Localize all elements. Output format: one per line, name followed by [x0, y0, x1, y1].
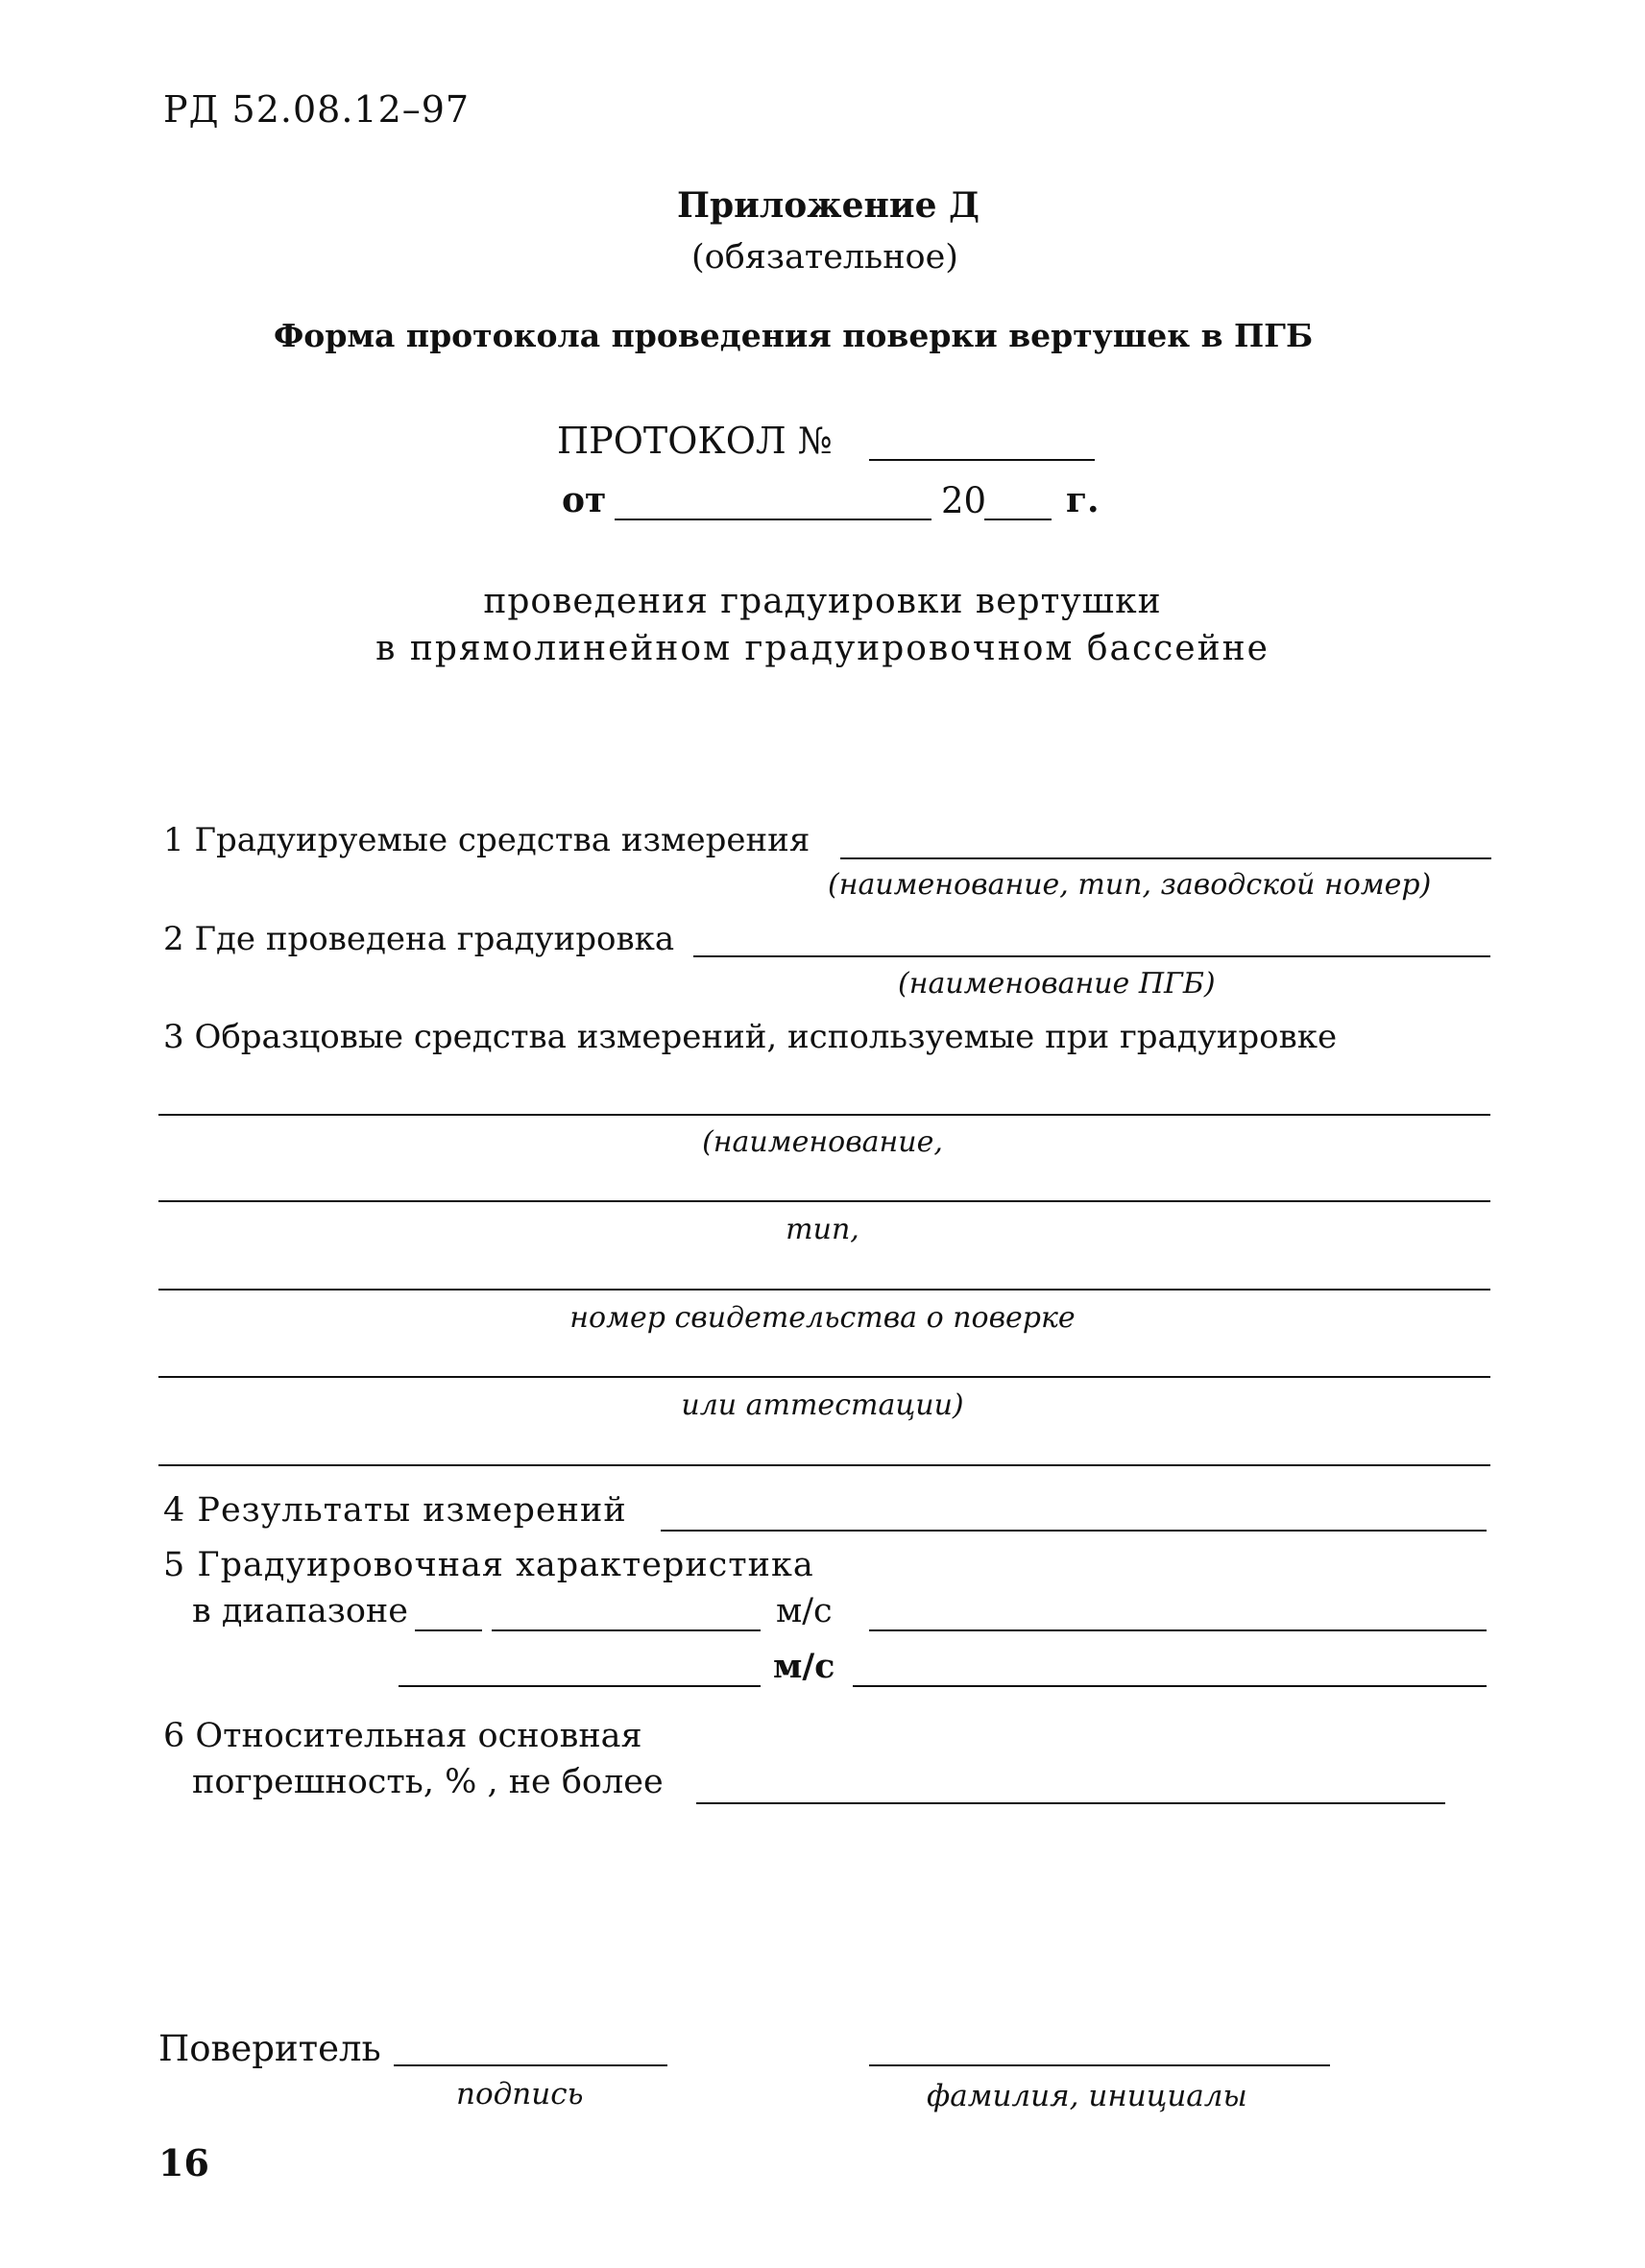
item3-field-line4[interactable] — [158, 1376, 1490, 1378]
item5-characteristic-field-2[interactable] — [853, 1685, 1487, 1687]
name-field[interactable] — [869, 2064, 1330, 2066]
item4-field[interactable] — [661, 1530, 1487, 1532]
item1-field[interactable] — [840, 857, 1491, 859]
date-day-month-field[interactable] — [615, 519, 931, 520]
item5-range-from-field[interactable] — [415, 1629, 482, 1631]
protocol-number-label: ПРОТОКОЛ № — [557, 420, 833, 462]
item3-hint-4: или аттестации) — [681, 1388, 964, 1422]
protocol-subtitle-line2: в прямолинейном градуировочном бассейне — [375, 629, 1270, 668]
item3-field-line1[interactable] — [158, 1114, 1490, 1116]
year-prefix: 20 — [941, 480, 987, 521]
item3-label: 3 Образцовые средства измерений, используемые при градуировке — [163, 1018, 1338, 1056]
item2-label: 2 Где проведена градуировка — [163, 920, 675, 958]
appendix-title: Приложение Д — [677, 185, 980, 226]
date-from-label: от — [562, 480, 607, 520]
item3-field-line5[interactable] — [158, 1464, 1490, 1466]
item2-field[interactable] — [693, 955, 1490, 957]
protocol-number-field[interactable] — [869, 459, 1095, 461]
item5-characteristic-field-1[interactable] — [869, 1629, 1487, 1631]
form-title: Форма протокола проведения поверки вертушек в ПГБ — [274, 317, 1314, 354]
item5-unit-2: м/с — [773, 1647, 835, 1686]
item5-range-to-field[interactable] — [492, 1629, 761, 1631]
item5-range-label: в диапазоне — [192, 1592, 408, 1630]
signature-field[interactable] — [394, 2064, 667, 2066]
document-code: РД 52.08.12–97 — [163, 88, 471, 131]
item5-range-field-2[interactable] — [399, 1685, 761, 1687]
verifier-label: Поверитель — [158, 2028, 381, 2069]
item1-label: 1 Градуируемые средства измерения — [163, 821, 810, 859]
year-field[interactable] — [984, 519, 1052, 520]
item6-label-line2: погрешность, % , не более — [192, 1763, 664, 1801]
signature-hint: подпись — [456, 2077, 584, 2111]
item5-label: 5 Градуировочная характеристика — [163, 1546, 814, 1584]
item3-hint-1: (наименование, — [702, 1125, 943, 1159]
protocol-subtitle-line1: проведения градуировки вертушки — [483, 582, 1162, 621]
item4-label: 4 Результаты измерений — [163, 1491, 627, 1530]
item5-unit-1: м/с — [776, 1592, 833, 1630]
item3-field-line3[interactable] — [158, 1289, 1490, 1291]
item3-hint-3: номер свидетельства о поверке — [569, 1301, 1076, 1335]
name-hint: фамилия, инициалы — [927, 2079, 1247, 2113]
item3-field-line2[interactable] — [158, 1200, 1490, 1202]
item2-hint: (наименование ПГБ) — [898, 967, 1216, 1001]
item1-hint: (наименование, тип, заводской номер) — [828, 868, 1432, 902]
year-suffix: г. — [1066, 480, 1100, 520]
item3-hint-2: тип, — [786, 1213, 859, 1246]
appendix-status: (обязательное) — [691, 238, 958, 277]
page-number: 16 — [158, 2141, 209, 2184]
item6-label-line1: 6 Относительная основная — [163, 1717, 642, 1755]
item6-field[interactable] — [696, 1802, 1445, 1804]
